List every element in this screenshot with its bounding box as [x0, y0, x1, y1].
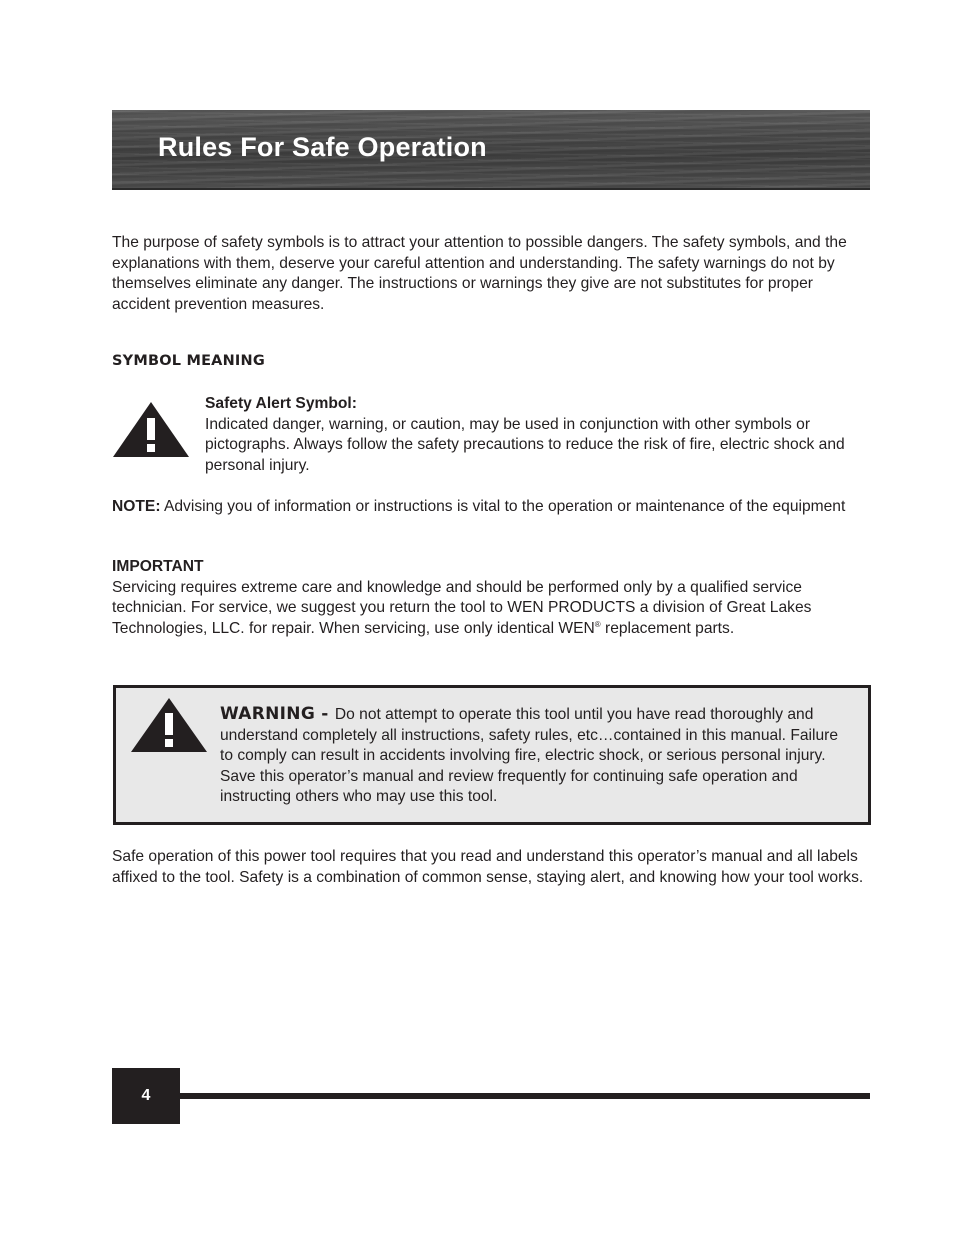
important-text — [112, 578, 864, 640]
registered-mark: ® — [594, 619, 601, 629]
warning-text-block — [220, 704, 850, 808]
note-text: Advising you of information or instructions is vital to the operation or maintenance of the equipment — [160, 498, 846, 515]
warning-triangle-icon — [112, 401, 190, 458]
safety-alert-description — [205, 394, 865, 476]
page-title: Rules For Safe Operation — [158, 132, 487, 162]
note-paragraph — [112, 497, 864, 518]
safety-alert-title: Safety Alert Symbol: — [205, 395, 357, 412]
important-text-main: Servicing requires extreme care and knowledge and should be performed only by a qualified service technician. For service, we suggest you return the tool to WEN PRODUCTS a division of Great Lakes Technologies, LLC. for repair. When servicing, use only identical WEN — [112, 578, 812, 637]
important-text-end: replacement parts. — [600, 619, 735, 637]
warning-text: Do not attempt to operate this tool until you have read thoroughly and understand completely all instructions, safety rules, etc…contained in this manual. Failure to comply can result in accidents involving fire, electric shock, or serious personal injury. Save this operator’s manual and review frequently for continuing safe operation and instructing others who may use this tool. — [220, 706, 838, 806]
warning-label: WARNING - — [220, 704, 335, 724]
warning-box — [113, 685, 871, 825]
warning-triangle-icon — [130, 697, 208, 753]
footer-rule — [180, 1093, 870, 1099]
important-section — [112, 557, 864, 639]
page-number: 4 — [112, 1068, 180, 1124]
note-label: NOTE: — [112, 498, 161, 515]
intro-paragraph: The purpose of safety symbols is to attract your attention to possible dangers. The safety symbols, and the explanations with them, deserve your careful attention and understanding. The safety warnings do not by themselves eliminate any danger. The instructions or warnings they give are not substitutes for proper accident prevention measures. — [112, 234, 847, 313]
important-label: IMPORTANT — [112, 558, 204, 575]
symbol-meaning-heading: SYMBOL MEANING — [112, 353, 265, 369]
closing-paragraph: Safe operation of this power tool requires that you read and understand this operator’s manual and all labels affixed to the tool. Safety is a combination of common sense, staying alert, and knowing how your tool works. — [112, 848, 864, 886]
section-banner — [112, 110, 870, 190]
safety-alert-text: Indicated danger, warning, or caution, may be used in conjunction with other symbols or pictographs. Always follow the safety precautions to reduce the risk of fire, electric shock and personal injury. — [205, 415, 845, 474]
